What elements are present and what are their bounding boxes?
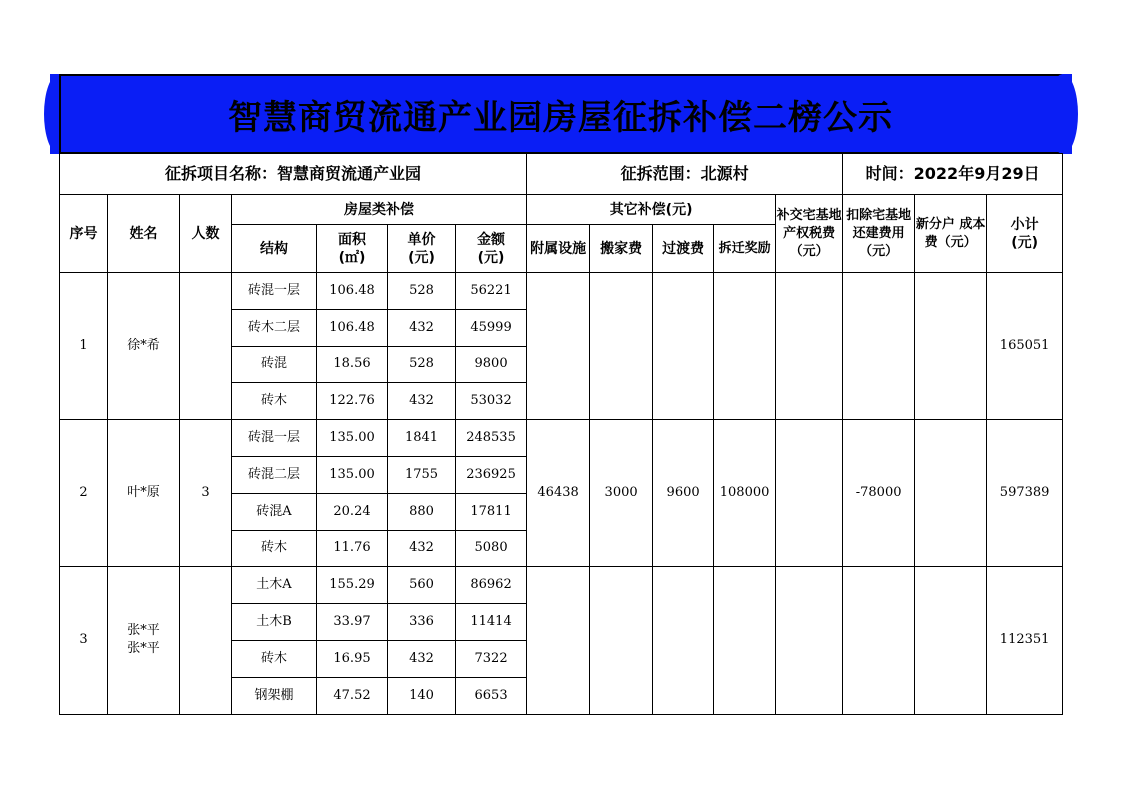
deduct-cell [843, 567, 915, 714]
header-moving: 搬家费 [590, 225, 653, 273]
reward-cell [714, 273, 776, 420]
new-household-cell [915, 273, 987, 420]
unit-price-cell: 1755 [388, 456, 456, 493]
attached-cell [527, 273, 590, 420]
header-name: 姓名 [108, 195, 180, 273]
amount-cell: 9800 [456, 346, 527, 383]
header-land-tax: 补交宅基地产权税费（元） [776, 195, 843, 273]
unit-price-cell: 432 [388, 383, 456, 420]
moving-cell [590, 273, 653, 420]
amount-cell: 45999 [456, 309, 527, 346]
header-count: 人数 [180, 195, 232, 273]
subtotal-cell: 165051 [987, 273, 1063, 420]
title-frame [59, 74, 1062, 154]
area-cell: 20.24 [317, 493, 388, 530]
unit-price-cell: 432 [388, 530, 456, 567]
land-tax-cell [776, 567, 843, 714]
moving-cell: 3000 [590, 420, 653, 567]
area-cell: 135.00 [317, 420, 388, 457]
unit-price-cell: 140 [388, 677, 456, 714]
structure-cell: 砖混一层 [232, 420, 317, 457]
transition-cell [653, 567, 714, 714]
new-household-cell [915, 567, 987, 714]
structure-cell: 砖木 [232, 530, 317, 567]
structure-cell: 土木A [232, 567, 317, 604]
header-attached: 附属设施 [527, 225, 590, 273]
header-transition: 过渡费 [653, 225, 714, 273]
unit-price-cell: 336 [388, 604, 456, 641]
record-seq: 1 [60, 273, 108, 420]
project-name: 征拆项目名称：智慧商贸流通产业园 [60, 154, 527, 195]
record-seq: 3 [60, 567, 108, 714]
area-cell: 18.56 [317, 346, 388, 383]
header-row-1 [60, 195, 1063, 225]
structure-cell: 砖混A [232, 493, 317, 530]
structure-cell: 砖混 [232, 346, 317, 383]
area-cell: 33.97 [317, 604, 388, 641]
table-row [60, 273, 1063, 310]
unit-price-cell: 432 [388, 309, 456, 346]
structure-cell: 砖木 [232, 383, 317, 420]
unit-price-cell: 528 [388, 273, 456, 310]
unit-price-cell: 560 [388, 567, 456, 604]
area-cell: 16.95 [317, 640, 388, 677]
record-count: 3 [180, 420, 232, 567]
record-count [180, 273, 232, 420]
info-row [60, 154, 1063, 195]
attached-cell: 46438 [527, 420, 590, 567]
amount-cell: 7322 [456, 640, 527, 677]
compensation-table [59, 153, 1063, 715]
unit-price-cell: 528 [388, 346, 456, 383]
amount-cell: 86962 [456, 567, 527, 604]
amount-cell: 56221 [456, 273, 527, 310]
unit-price-cell: 1841 [388, 420, 456, 457]
structure-cell: 砖木二层 [232, 309, 317, 346]
record-name: 张*平 张*平 [108, 567, 180, 714]
deduct-cell [843, 273, 915, 420]
header-amount: 金额 (元) [456, 225, 527, 273]
amount-cell: 248535 [456, 420, 527, 457]
amount-cell: 236925 [456, 456, 527, 493]
header-other-group: 其它补偿(元) [527, 195, 776, 225]
record-seq: 2 [60, 420, 108, 567]
header-area: 面积 (㎡) [317, 225, 388, 273]
deduct-cell: -78000 [843, 420, 915, 567]
area-cell: 122.76 [317, 383, 388, 420]
scope: 征拆范围：北源村 [527, 154, 843, 195]
transition-cell: 9600 [653, 420, 714, 567]
land-tax-cell [776, 420, 843, 567]
record-count [180, 567, 232, 714]
unit-price-cell: 432 [388, 640, 456, 677]
header-demolition-reward: 拆迁奖励 [714, 225, 776, 273]
structure-cell: 砖木 [232, 640, 317, 677]
header-unit-price: 单价 (元) [388, 225, 456, 273]
land-tax-cell [776, 273, 843, 420]
structure-cell: 砖混二层 [232, 456, 317, 493]
reward-cell [714, 567, 776, 714]
area-cell: 11.76 [317, 530, 388, 567]
amount-cell: 17811 [456, 493, 527, 530]
subtotal-cell: 112351 [987, 567, 1063, 714]
header-seq: 序号 [60, 195, 108, 273]
transition-cell [653, 273, 714, 420]
structure-cell: 砖混一层 [232, 273, 317, 310]
area-cell: 155.29 [317, 567, 388, 604]
time: 时间：2022年9月29日 [843, 154, 1063, 195]
structure-cell: 土木B [232, 604, 317, 641]
reward-cell: 108000 [714, 420, 776, 567]
new-household-cell [915, 420, 987, 567]
page-title: 智慧商贸流通产业园房屋征拆补偿二榜公示 [228, 97, 893, 138]
amount-cell: 53032 [456, 383, 527, 420]
table-row [60, 420, 1063, 457]
subtotal-cell: 597389 [987, 420, 1063, 567]
unit-price-cell: 880 [388, 493, 456, 530]
area-cell: 135.00 [317, 456, 388, 493]
amount-cell: 6653 [456, 677, 527, 714]
header-new-household: 新分户 成本费（元） [915, 195, 987, 273]
moving-cell [590, 567, 653, 714]
area-cell: 106.48 [317, 309, 388, 346]
amount-cell: 5080 [456, 530, 527, 567]
structure-cell: 钢架棚 [232, 677, 317, 714]
header-structure: 结构 [232, 225, 317, 273]
area-cell: 47.52 [317, 677, 388, 714]
record-name: 徐*希 [108, 273, 180, 420]
attached-cell [527, 567, 590, 714]
record-name: 叶*原 [108, 420, 180, 567]
area-cell: 106.48 [317, 273, 388, 310]
header-deduct: 扣除宅基地还建费用（元） [843, 195, 915, 273]
header-house-group: 房屋类补偿 [232, 195, 527, 225]
header-subtotal: 小计 (元) [987, 195, 1063, 273]
title-banner [50, 74, 1072, 154]
amount-cell: 11414 [456, 604, 527, 641]
table-row [60, 567, 1063, 604]
